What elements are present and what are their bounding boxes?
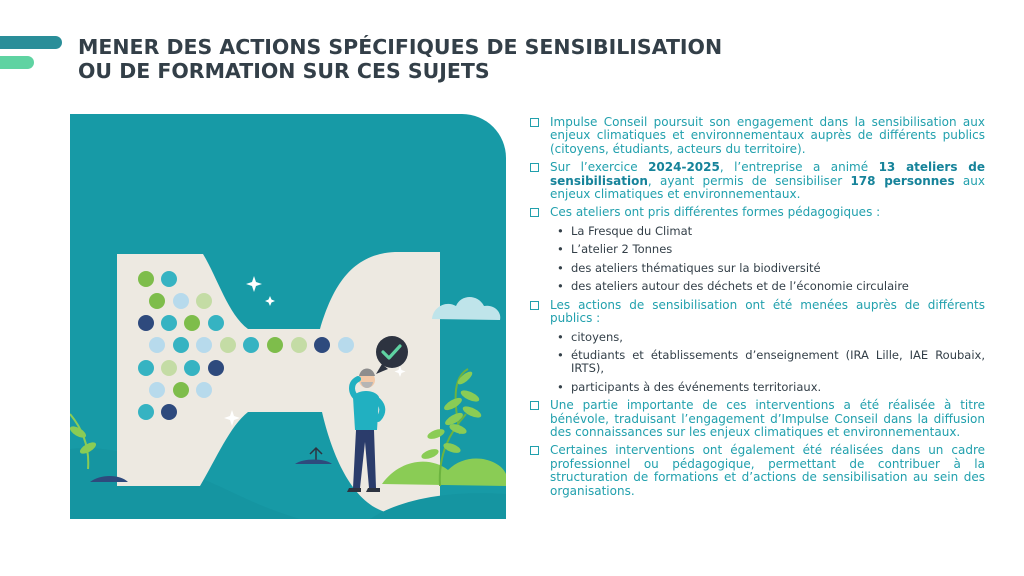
slide-title xyxy=(78,35,898,83)
sub-list-item: • étudiants et établissements d’enseignement (IRA Lille, IAE Roubaix, IRTS), xyxy=(557,348,985,376)
bullet-dot-icon: • xyxy=(557,223,564,238)
checkbox-bullet-icon xyxy=(530,301,539,310)
checkbox-bullet-icon xyxy=(530,163,539,172)
title-line-2: OU DE FORMATION SUR CES SUJETS xyxy=(78,59,490,83)
list-item: Ces ateliers ont pris différentes formes pédagogiques : xyxy=(528,206,985,219)
bullet-dot-icon: • xyxy=(557,379,564,394)
sub-list-item: • des ateliers autour des déchets et de l’économie circulaire xyxy=(557,279,909,294)
sub-list-item: • des ateliers thématiques sur la biodiversité xyxy=(557,260,821,275)
list-item: Les actions de sensibilisation ont été menées auprès de différents publics : xyxy=(528,299,985,326)
bullet-dot-icon: • xyxy=(557,329,564,344)
checkbox-bullet-icon xyxy=(530,446,539,455)
checkbox-bullet-icon xyxy=(530,208,539,217)
checkbox-bullet-icon xyxy=(530,118,539,127)
bullet-dot-icon: • xyxy=(557,279,564,294)
list-item: Certaines interventions ont également été réalisées dans un cadre professionnel ou pédagogique, permettant de contribuer à la structuration de formations et d’actions de sensibilisation au sein des organisations. xyxy=(528,444,985,498)
bullet-dot-icon: • xyxy=(557,242,564,257)
list-item: Une partie importante de ces interventions a été réalisée à titre bénévole, traduisant l’engagement d’Impulse Conseil dans la diffusion des connaissances sur les enjeux climatiques et environnementaux. xyxy=(528,399,985,439)
sub-list-item: • participants à des événements territoriaux. xyxy=(557,379,822,394)
content-list xyxy=(528,116,985,503)
sub-list-item: • La Fresque du Climat xyxy=(557,223,693,238)
title-line-1: MENER DES ACTIONS SPÉCIFIQUES DE SENSIBILISATION xyxy=(78,35,723,59)
list-item: Sur l’exercice 2024-2025, l’entreprise a animé 13 ateliers de sensibilisation, ayant permis de sensibiliser 178 personnes aux enjeux climatiques et environnementaux. xyxy=(528,161,985,201)
accent-bar-bottom xyxy=(0,56,34,69)
accent-bar-top xyxy=(0,36,62,49)
list-item: Impulse Conseil poursuit son engagement dans la sensibilisation aux enjeux climatiques et environnementaux auprès de différents publics (citoyens, étudiants, acteurs du territoire). xyxy=(528,116,985,156)
illustration xyxy=(70,114,506,519)
bullet-dot-icon: • xyxy=(557,348,564,363)
sub-list-item: • citoyens, xyxy=(557,329,623,344)
checkbox-bullet-icon xyxy=(530,401,539,410)
sub-list-item: • L’atelier 2 Tonnes xyxy=(557,242,673,257)
bullet-dot-icon: • xyxy=(557,260,564,275)
